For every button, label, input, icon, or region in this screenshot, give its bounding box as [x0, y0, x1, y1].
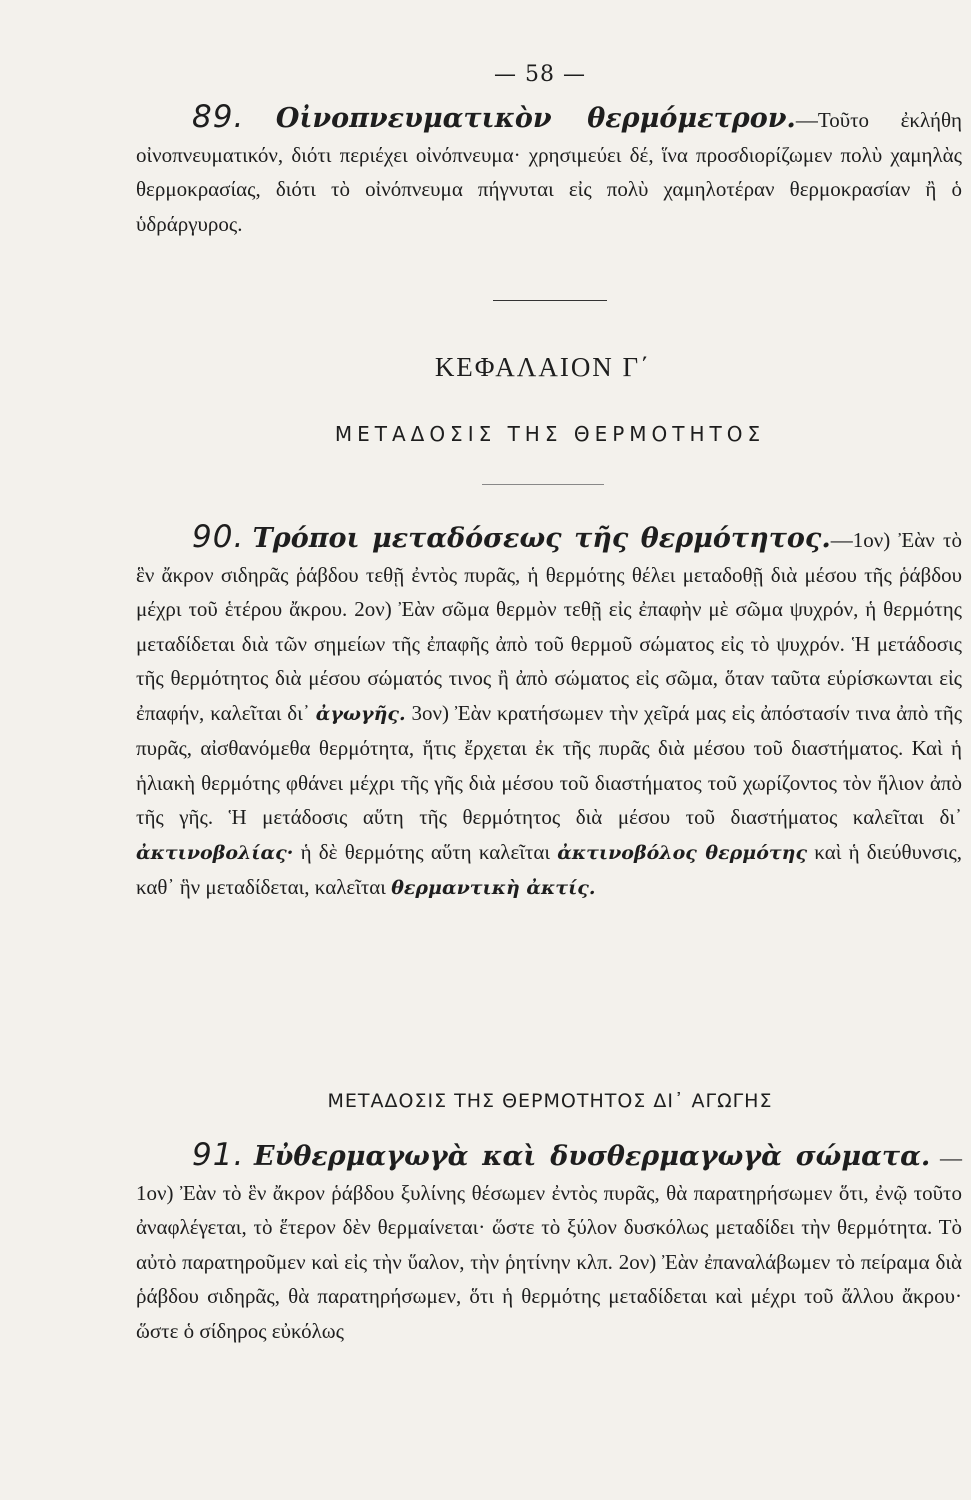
divider-rule: [493, 300, 607, 301]
term-thermantiki-aktis: θερμαντικὴ ἀκτίς.: [391, 877, 596, 899]
em-dash: —: [830, 527, 853, 552]
em-dash: —: [795, 107, 818, 132]
paragraph-90: [136, 520, 962, 906]
paragraph-89: [136, 100, 962, 241]
paragraph-text: ἡ δὲ θερμότης αὕτη καλεῖται: [300, 839, 551, 864]
paragraph-text: 3ον) Ἐὰν κρατήσωμεν τὴν χεῖρά μας εἰς ἀπόστασίν τινα ἀπὸ τῆς πυρᾶς, αἰσθανόμεθα θερμότητα, ἥτις ἔρχεται ἐκ τῆς πυρᾶς διὰ μέσου τοῦ διαστήματος. Καὶ ἡ ἡλιακὴ θερμότης φθάνει μέχρι τῆς γῆς διὰ μέσου τοῦ διαστήματος τοῦ χωρίζοντος τὸν ἥλιον ἀπὸ τῆς γῆς. Ἡ μετάδοσις αὕτη τῆς θερμότητος διὰ μέσου τοῦ διαστήματος καλεῖται δι᾽: [136, 700, 963, 829]
paragraph-text: 1ον) Ἐὰν τὸ ἓν ἄκρον σιδηρᾶς ῥάβδου τεθῇ ἐντὸς πυρᾶς, ἡ θερμότης θέλει μεταδοθῇ διὰ μέσου τῆς ῥάβδου μέχρι τοῦ ἑτέρου ἄκρου. 2ον) Ἐὰν σῶμα θερμὸν τεθῇ εἰς ἐπαφὴν μὲ σῶμα ψυχρόν, ἡ θερμότης μεταδίδεται διὰ τῶν σημείων τῆς ἐπαφῆς ἀπὸ τοῦ θερμοῦ σώματος εἰς τὸ ψυχρόν. Ἡ μετάδοσις τῆς θερμότητος διὰ μέσου σώματός τινος ἢ ἀπὸ σώματος εἰς σῶμα, ὅταν ταῦτα εὑρίσκωνται εἰς ἐπαφήν, καλεῖται δι᾽: [136, 528, 962, 725]
subsection-title: ΜΕΤΑΔΟΣΙΣ ΤΗΣ ΘΕΡΜΟΤΗΤΟΣ ΔΙ᾽ ΑΓΩΓΗΣ: [327, 1090, 773, 1112]
paragraph-text: 1ον) Ἐὰν τὸ ἓν ἄκρον ῥάβδου ξυλίνης θέσωμεν ἐντὸς πυρᾶς, θὰ παρατηρήσωμεν ὅτι, ἐνῷ τοῦτο ἀναφλέγεται, τὸ ἕτερον δὲν θερμαίνεται· ὥστε τὸ ξύλον δυσκόλως μεταδίδει τὴν θερμότητα. Τὸ αὐτὸ παρατηροῦμεν καὶ εἰς τὴν ὕαλον, τὴν ῥητίνην κλπ. 2ον) Ἐὰν ἐπαναλάβωμεν τὸ πείραμα διὰ ῥάβδου σιδηρᾶς, θὰ παρατηρήσωμεν, ὅτι ἡ θερμότης μεταδίδεται καὶ μέχρι τοῦ ἄλλου ἄκρου· ὥστε ὁ σίδηρος εὐκόλως: [136, 1180, 962, 1343]
divider-rule: [482, 484, 604, 485]
paragraph-text: καὶ ἡ διεύθυνσις, καθ᾽ ἣν μεταδίδεται, καλεῖται: [136, 839, 963, 899]
paragraph-91: [136, 1138, 962, 1348]
term-aktinovolos-thermotis: ἀκτινοβόλος θερμότης: [557, 841, 808, 864]
paragraph-heading: Τρόποι μεταδόσεως τῆς θερμότητος.: [252, 523, 831, 554]
paragraph-number: 89.: [192, 99, 245, 135]
term-agogis: ἀγωγῆς.: [315, 702, 406, 725]
paragraph-text: Τοῦτο ἐκλήθη οἰνοπνευματικόν, διότι περιέχει οἰνόπνευμα· χρησιμεύει δέ, ἵνα προσδιορίζωμεν πολὺ χαμηλὰς θερμοκρασίας, διότι τὸ οἰνόπνευμα πήγνυται εἰς πολὺ χαμηλοτέραν θερμοκρασίαν ἢ ὁ ὑδράργυρος.: [136, 108, 963, 236]
em-dash: —: [940, 1145, 962, 1170]
page-number: — 58 —: [494, 62, 586, 87]
term-aktinovolias: ἀκτινοβολίας·: [136, 841, 294, 864]
paragraph-heading: Οἰνοπνευματικὸν θερμόμετρον.: [275, 103, 796, 134]
paragraph-number: 90.: [192, 519, 245, 555]
section-title: ΜΕΤΑΔΟΣΙΣ ΤΗΣ ΘΕΡΜΟΤΗΤΟΣ: [334, 422, 766, 446]
paragraph-heading: Εὐθερμαγωγὰ καὶ δυσθερμαγωγὰ σώματα.: [254, 1141, 931, 1172]
paragraph-number: 91.: [192, 1137, 245, 1173]
chapter-heading: ΚΕΦΑΛΑΙΟΝ Γ΄: [434, 352, 652, 382]
